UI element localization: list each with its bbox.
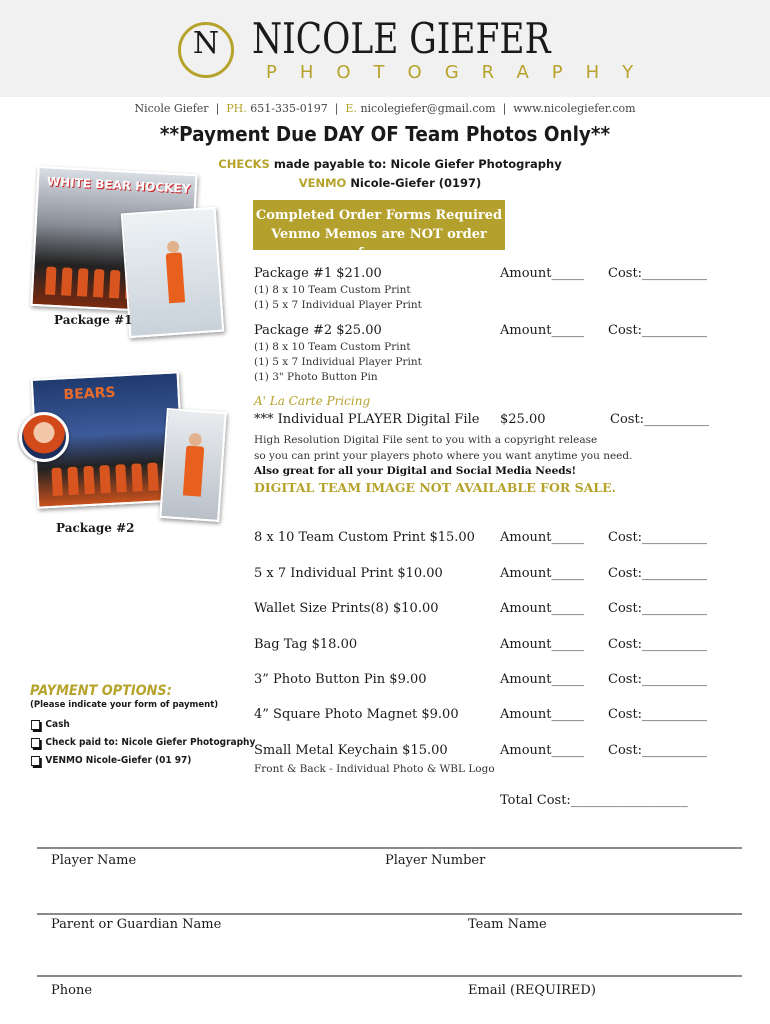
total-cost[interactable]: Total Cost:__________________ — [500, 793, 688, 808]
package-2-photo-label: Package #2 — [56, 521, 135, 535]
package-2-amount[interactable]: Amount_____ — [500, 323, 585, 338]
keychain-note: Front & Back - Individual Photo & WBL Logo — [254, 763, 495, 775]
brand-subtitle: PHOTOGRAPHY — [266, 62, 657, 83]
venmo-text: Nicole-Giefer (0197) — [350, 176, 482, 190]
item-cost[interactable]: Cost:__________ — [608, 566, 708, 581]
package-2-title: Package #2 $25.00 — [254, 323, 382, 338]
payment-option-cash[interactable] — [31, 719, 70, 730]
player-photo-sample-2 — [159, 408, 227, 522]
package-1-cost[interactable]: Cost:__________ — [608, 266, 708, 281]
item-cost[interactable]: Cost:__________ — [608, 743, 708, 758]
separator: | — [334, 102, 339, 115]
venmo-label: VENMO — [298, 176, 347, 190]
package-2-item: (1) 5 x 7 Individual Player Print — [254, 356, 422, 368]
separator: | — [502, 102, 507, 115]
payment-title: **Payment Due DAY OF Team Photos Only** — [159, 122, 611, 146]
item-amount[interactable]: Amount_____ — [500, 637, 585, 652]
alacarte-heading: A' La Carte Pricing — [254, 394, 371, 408]
notice-line-2: Venmo Memos are NOT order forms — [271, 227, 487, 261]
checkbox-icon[interactable] — [31, 720, 40, 730]
phone-label: PH. — [226, 102, 247, 115]
email-label: E. — [345, 102, 357, 115]
payment-option-label: VENMO Nicole-Giefer (01 97) — [45, 755, 192, 766]
digital-desc-3: Also great for all your Digital and Social Media Needs! — [254, 465, 577, 477]
brand-name: NICOLE GIEFER — [252, 14, 551, 63]
item-cost[interactable]: Cost:__________ — [608, 530, 708, 545]
player-photo-sample-1 — [121, 207, 224, 338]
item-amount[interactable]: Amount_____ — [500, 566, 585, 581]
guardian-name-field[interactable]: Parent or Guardian Name — [51, 917, 222, 932]
form-divider — [37, 847, 742, 849]
item-label: 4” Square Photo Magnet $9.00 — [254, 707, 459, 722]
form-divider — [37, 913, 742, 915]
payment-option-label: Check paid to: Nicole Giefer Photography — [45, 737, 256, 748]
item-cost[interactable]: Cost:__________ — [608, 637, 708, 652]
website-link[interactable]: www.nicolegiefer.com — [513, 102, 636, 115]
item-label: Bag Tag $18.00 — [254, 637, 358, 652]
logo-letter: N — [192, 26, 220, 61]
phone-field[interactable]: Phone — [51, 983, 93, 998]
team-photo-banner: WHITE BEAR HOCKEY — [46, 174, 191, 196]
notice-line-1: Completed Order Forms Required — [255, 208, 503, 223]
item-cost[interactable]: Cost:__________ — [608, 601, 708, 616]
digital-desc-1: High Resolution Digital File sent to you with a copyright release — [254, 434, 598, 446]
item-label: Wallet Size Prints(8) $10.00 — [254, 601, 439, 616]
checks-line — [0, 157, 770, 171]
digital-desc-2: so you can print your players photo where you want anytime you need. — [254, 450, 633, 462]
item-amount[interactable]: Amount_____ — [500, 601, 585, 616]
payment-options-note: (Please indicate your form of payment) — [30, 700, 219, 710]
player-number-field[interactable]: Player Number — [385, 853, 486, 868]
package-1-photo-label: Package #1 — [54, 313, 133, 327]
payment-option-check[interactable] — [31, 737, 255, 748]
package-2-cost[interactable]: Cost:__________ — [608, 323, 708, 338]
digital-warning: DIGITAL TEAM IMAGE NOT AVAILABLE FOR SALE. — [254, 480, 616, 495]
item-amount[interactable]: Amount_____ — [500, 743, 585, 758]
phone-number: 651-335-0197 — [250, 102, 328, 115]
item-label: 5 x 7 Individual Print $10.00 — [254, 566, 443, 581]
payment-option-venmo[interactable] — [31, 755, 191, 766]
email-field[interactable]: Email (REQUIRED) — [468, 983, 596, 998]
form-divider — [37, 975, 742, 977]
digital-file-title: *** Individual PLAYER Digital File — [254, 412, 480, 427]
team-photo-banner: BEARS — [63, 384, 116, 404]
payment-option-label: Cash — [45, 719, 70, 730]
team-name-field[interactable]: Team Name — [468, 917, 547, 932]
item-cost[interactable]: Cost:__________ — [608, 707, 708, 722]
package-1-item: (1) 8 x 10 Team Custom Print — [254, 284, 411, 296]
item-amount[interactable]: Amount_____ — [500, 530, 585, 545]
item-label: 3” Photo Button Pin $9.00 — [254, 672, 427, 687]
digital-file-cost[interactable]: Cost:__________ — [610, 412, 710, 427]
checkbox-icon[interactable] — [31, 756, 40, 766]
photo-button-pin-sample — [19, 412, 69, 462]
separator: | — [215, 102, 220, 115]
item-cost[interactable]: Cost:__________ — [608, 672, 708, 687]
checks-text: made payable to: Nicole Giefer Photography — [273, 157, 562, 171]
package-2-item: (1) 8 x 10 Team Custom Print — [254, 341, 411, 353]
package-1-amount[interactable]: Amount_____ — [500, 266, 585, 281]
package-2-item: (1) 3" Photo Button Pin — [254, 371, 378, 383]
payment-options-title: PAYMENT OPTIONS: — [30, 683, 172, 699]
notice-box — [253, 200, 505, 261]
package-1-title: Package #1 $21.00 — [254, 266, 382, 281]
package-1-item: (1) 5 x 7 Individual Player Print — [254, 299, 422, 311]
item-amount[interactable]: Amount_____ — [500, 707, 585, 722]
item-label: 8 x 10 Team Custom Print $15.00 — [254, 530, 475, 545]
contact-name: Nicole Giefer — [134, 102, 209, 115]
item-amount[interactable]: Amount_____ — [500, 672, 585, 687]
checkbox-icon[interactable] — [31, 738, 40, 748]
email-address[interactable]: nicolegiefer@gmail.com — [360, 102, 496, 115]
contact-line — [0, 102, 770, 115]
player-name-field[interactable]: Player Name — [51, 853, 137, 868]
item-label: Small Metal Keychain $15.00 — [254, 743, 448, 758]
digital-file-price: $25.00 — [500, 412, 546, 427]
checks-label: CHECKS — [218, 157, 270, 171]
